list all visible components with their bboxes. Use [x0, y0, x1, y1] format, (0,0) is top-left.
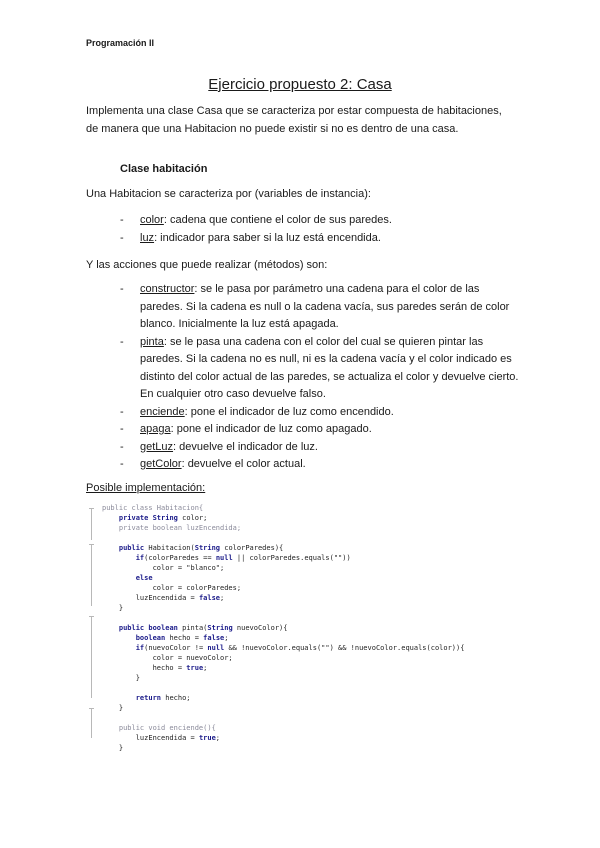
variable-item-description: : cadena que contiene el color de sus paredes. [163, 214, 392, 226]
method-item-description: : devuelve el color actual. [181, 458, 306, 470]
method-item-term: constructor [140, 283, 195, 295]
method-item-description: : pone el indicador de luz como encendido. [184, 405, 394, 418]
code-line: if(colorParedes == null || colorParedes.equals("")) [135, 554, 351, 562]
document-header: Programación II [86, 38, 155, 48]
code-line: color = nuevoColor; [102, 654, 233, 662]
code-line: } [102, 704, 124, 712]
method-item-enciende [120, 404, 520, 422]
method-item-pinta [120, 334, 520, 404]
method-item-term: apaga [140, 423, 171, 435]
method-item-description: : devuelve el indicador de luz. [173, 440, 318, 453]
method-item-apaga [120, 421, 520, 439]
code-line: color = colorParedes; [102, 584, 242, 592]
method-item-description: : se le pasa por parámetro una cadena para el color de las paredes. Si la cadena es null o la cadena vacía, sus paredes serán de color blanco. Inicialmente la luz está apagada. [140, 283, 510, 330]
code-line: luzEncendida = true; [102, 734, 221, 742]
method-item-constructor [120, 281, 520, 334]
code-line: color = "blanco"; [102, 564, 225, 572]
methods-list [120, 281, 520, 474]
methods-intro: Y las acciones que puede realizar (métodos) son: [86, 259, 328, 271]
section-subheading: Clase habitación [120, 163, 208, 175]
code-line: public Habitacion(String colorParedes){ [118, 544, 284, 552]
method-item-term: getLuz [140, 440, 174, 453]
method-item-description: : pone el indicador de luz como apagado. [170, 423, 372, 435]
variables-list [120, 212, 520, 247]
method-item-description: : se le pasa una cadena con el color del cual se quieren pintar las paredes. Si la cadena no es null, ni es la cadena vacía y el color indicado es distinto del color actual de las paredes, se actualiza el color y devuelve cierto. En cualquier otro caso devuelve falso. [140, 335, 519, 400]
method-item-term: enciende [140, 405, 185, 418]
code-line: } [102, 744, 124, 752]
code-line: hecho = true; [102, 664, 208, 672]
code-line: public boolean pinta(String nuevoColor){ [118, 624, 288, 632]
variable-item-term: luz [140, 231, 155, 244]
code-line: } [102, 674, 140, 682]
code-line: if(nuevoColor != null && !nuevoColor.equals("") && !nuevoColor.equals(color)){ [135, 644, 465, 652]
intro-paragraph: Implementa una clase Casa que se caracteriza por estar compuesta de habitaciones, de manera que una Habitacion no puede existir si no es dentro de una casa. [86, 105, 502, 135]
method-item-getluz [120, 439, 520, 457]
variable-item-term: color [140, 214, 164, 226]
code-line: private String color; [118, 514, 208, 522]
code-line: luzEncendida = false; [102, 594, 225, 602]
code-line: private boolean luzEncendida; [102, 524, 242, 532]
code-line: boolean hecho = false; [135, 634, 229, 642]
variable-item-description: : indicador para saber si la luz está encendida. [154, 231, 381, 244]
variable-item-luz [120, 230, 520, 248]
code-listing [86, 500, 516, 762]
code-gutter [86, 500, 100, 762]
method-item-getcolor [120, 456, 520, 474]
code-line: return hecho; [135, 694, 191, 702]
code-line: public class Habitacion{ [102, 504, 204, 512]
code-line: else [135, 574, 153, 582]
implementation-heading: Posible implementación: [86, 482, 206, 494]
code-line: public void enciende(){ [102, 724, 216, 732]
method-item-term: getColor [140, 458, 182, 470]
variables-intro: Una Habitacion se caracteriza por (variables de instancia): [86, 188, 371, 200]
code-line: } [102, 604, 124, 612]
variable-item-color [120, 212, 520, 230]
method-item-term: pinta [140, 335, 164, 348]
page-title: Ejercicio propuesto 2: Casa [208, 76, 392, 93]
